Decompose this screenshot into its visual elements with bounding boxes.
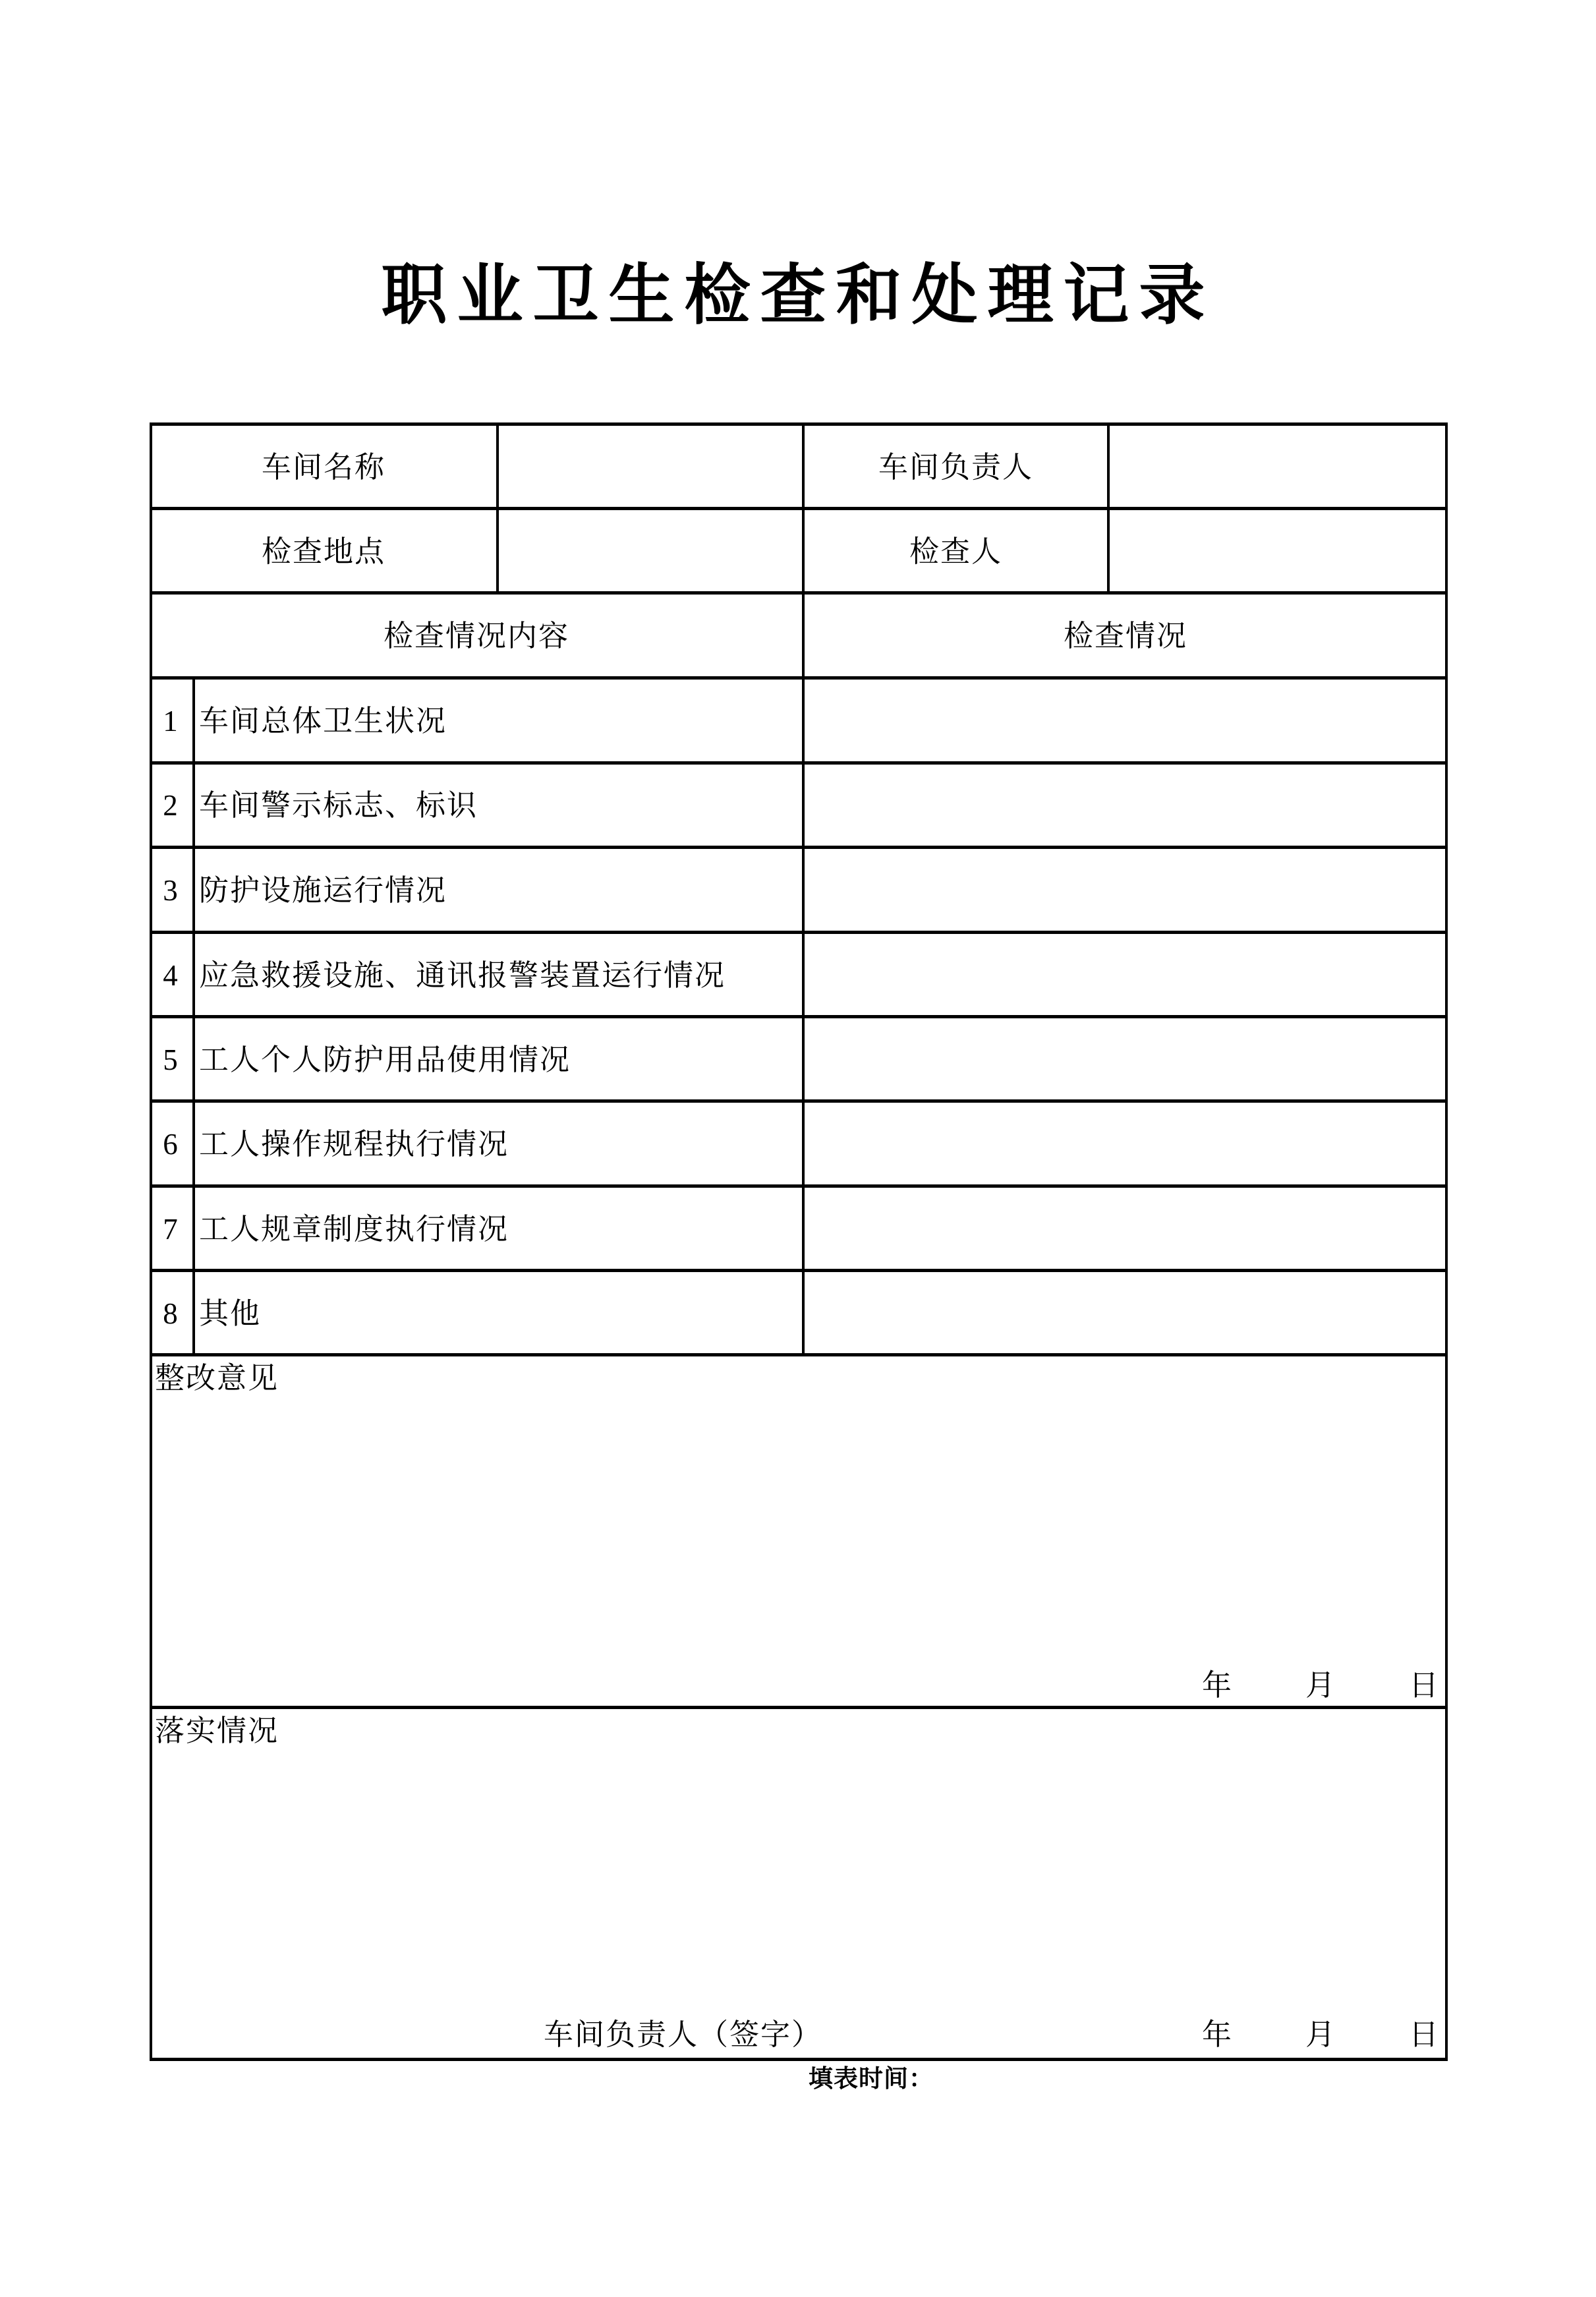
workshop-manager-label: 车间负责人 xyxy=(878,451,1033,484)
row-divider-info2 xyxy=(150,591,1448,595)
item-label: 车间警示标志、标识 xyxy=(199,789,478,822)
rectification-content-area xyxy=(152,1397,1445,1661)
row-divider-rectification xyxy=(150,1706,1448,1709)
implementation-status-label: 落实情况 xyxy=(155,1714,279,1747)
item-label: 工人操作规程执行情况 xyxy=(199,1128,509,1161)
rectification-opinion-label: 整改意见 xyxy=(155,1362,279,1395)
item-status-cell xyxy=(805,1102,1445,1183)
implementation-date-line xyxy=(150,2019,1439,2050)
implementation-content-area xyxy=(152,1750,1445,2007)
month-label: 月 xyxy=(1305,2018,1335,2051)
item-status-cell xyxy=(805,1187,1445,1267)
month-label: 月 xyxy=(1305,1669,1335,1702)
row-divider-item8 xyxy=(150,1353,1448,1356)
rectification-date-line xyxy=(150,1670,1439,1701)
item-label: 应急救援设施、通讯报警装置运行情况 xyxy=(199,959,726,992)
item-number: 1 xyxy=(163,705,179,738)
item-label: 车间总体卫生状况 xyxy=(199,705,447,738)
item-number: 6 xyxy=(163,1128,179,1161)
table-right-border xyxy=(1445,422,1448,2061)
signer-label: 车间负责人（签字） xyxy=(544,2018,823,2051)
status-column-header: 检查情况 xyxy=(1063,620,1187,653)
item-label: 工人规章制度执行情况 xyxy=(199,1213,509,1246)
item-status-cell xyxy=(805,1018,1445,1098)
item-number-column-divider xyxy=(192,676,195,1356)
inspector-label: 检查人 xyxy=(909,535,1002,568)
item-number: 2 xyxy=(163,789,179,822)
item-status-cell xyxy=(805,933,1445,1014)
inspection-location-value-cell xyxy=(499,509,802,591)
item-label: 工人个人防护用品使用情况 xyxy=(199,1043,571,1076)
table-bottom-border xyxy=(150,2058,1448,2061)
item-status-cell xyxy=(805,679,1445,760)
workshop-name-label: 车间名称 xyxy=(261,451,385,484)
workshop-manager-value-cell xyxy=(1110,425,1445,507)
fill-time-label: 填表时间： xyxy=(809,2065,934,2092)
item-number: 5 xyxy=(163,1043,179,1076)
content-column-header: 检查情况内容 xyxy=(383,620,569,653)
item-label: 防护设施运行情况 xyxy=(199,874,447,907)
year-label: 年 xyxy=(1201,1669,1232,1702)
item-number: 4 xyxy=(163,959,179,992)
item-number: 3 xyxy=(163,874,179,907)
item-status-cell xyxy=(805,764,1445,844)
item-label: 其他 xyxy=(199,1297,262,1330)
inspector-value-cell xyxy=(1110,509,1445,591)
item-status-cell xyxy=(805,1271,1445,1352)
item-number: 7 xyxy=(163,1213,179,1246)
inspection-location-label: 检查地点 xyxy=(261,535,385,568)
day-label: 日 xyxy=(1408,1669,1439,1702)
day-label: 日 xyxy=(1408,2018,1439,2051)
year-label: 年 xyxy=(1201,2018,1232,2051)
page-title: 职业卫生检查和处理记录 xyxy=(381,258,1215,332)
item-status-cell xyxy=(805,848,1445,929)
workshop-name-value-cell xyxy=(499,425,802,507)
item-number: 8 xyxy=(163,1297,179,1330)
